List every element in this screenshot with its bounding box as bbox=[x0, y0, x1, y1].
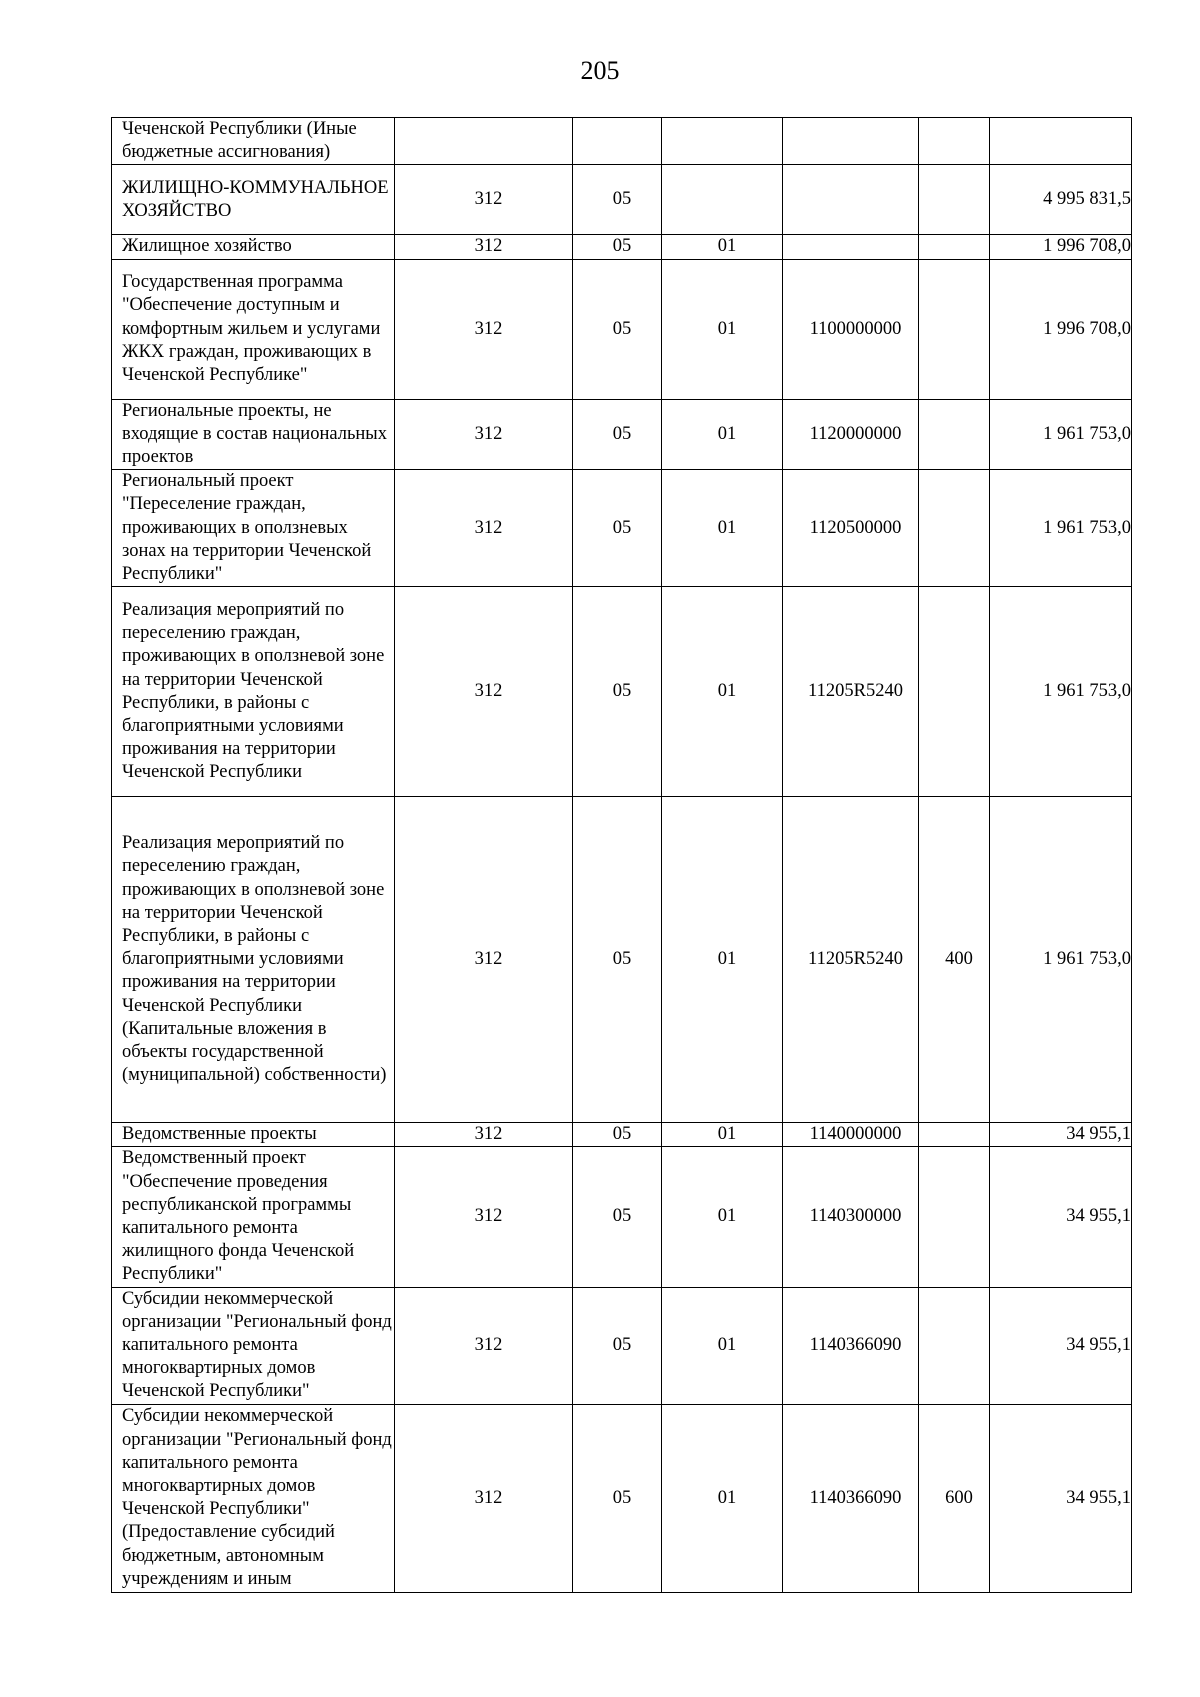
cell-ved: 312 bbox=[395, 470, 573, 587]
table-row bbox=[112, 118, 1132, 165]
table-row bbox=[112, 1123, 1132, 1147]
cell-name: Реализация мероприятий по переселению граждан, проживающих в оползневой зоне на территории Чеченской Республики, в районы с благоприятными условиями проживания на территории Чеченской Республики (Капитальные вложения в объекты государственной (муниципальной) собственности) bbox=[112, 797, 395, 1123]
cell-razdel: 05 bbox=[573, 399, 662, 470]
cell-podrazdel: 01 bbox=[662, 1147, 783, 1287]
cell-ved: 312 bbox=[395, 1404, 573, 1592]
cell-name: Субсидии некоммерческой организации "Региональный фонд капитального ремонта многоквартирных домов Чеченской Республики" bbox=[112, 1287, 395, 1404]
cell-podrazdel: 01 bbox=[662, 1287, 783, 1404]
cell-amount: 1 961 753,0 bbox=[990, 399, 1132, 470]
table-row bbox=[112, 1287, 1132, 1404]
cell-expense-type bbox=[919, 165, 990, 235]
cell-expense-type bbox=[919, 118, 990, 165]
cell-name: Региональный проект "Переселение граждан, проживающих в оползневых зонах на территории Чеченской Республики" bbox=[112, 470, 395, 587]
cell-razdel: 05 bbox=[573, 235, 662, 259]
cell-amount: 1 996 708,0 bbox=[990, 259, 1132, 399]
cell-expense-type bbox=[919, 1287, 990, 1404]
cell-expense-type: 600 bbox=[919, 1404, 990, 1592]
table-row bbox=[112, 399, 1132, 470]
table-row bbox=[112, 259, 1132, 399]
cell-expense-type bbox=[919, 1123, 990, 1147]
cell-expense-type bbox=[919, 470, 990, 587]
cell-razdel: 05 bbox=[573, 470, 662, 587]
cell-target-article: 11205R5240 bbox=[783, 587, 919, 797]
table-row bbox=[112, 587, 1132, 797]
cell-target-article: 1140366090 bbox=[783, 1404, 919, 1592]
cell-name: Чеченской Республики (Иные бюджетные ассигнования) bbox=[112, 118, 395, 165]
cell-name: Региональные проекты, не входящие в состав национальных проектов bbox=[112, 399, 395, 470]
cell-amount: 1 996 708,0 bbox=[990, 235, 1132, 259]
cell-ved: 312 bbox=[395, 1287, 573, 1404]
cell-expense-type bbox=[919, 1147, 990, 1287]
cell-razdel: 05 bbox=[573, 1147, 662, 1287]
table-body bbox=[112, 118, 1132, 1593]
cell-name: ЖИЛИЩНО-КОММУНАЛЬНОЕ ХОЗЯЙСТВО bbox=[112, 165, 395, 235]
cell-amount: 1 961 753,0 bbox=[990, 797, 1132, 1123]
table-row bbox=[112, 165, 1132, 235]
cell-podrazdel bbox=[662, 118, 783, 165]
cell-podrazdel: 01 bbox=[662, 235, 783, 259]
cell-name: Реализация мероприятий по переселению граждан, проживающих в оползневой зоне на территории Чеченской Республики, в районы с благоприятными условиями проживания на территории Чеченской Республики bbox=[112, 587, 395, 797]
cell-amount: 1 961 753,0 bbox=[990, 587, 1132, 797]
cell-amount: 1 961 753,0 bbox=[990, 470, 1132, 587]
cell-razdel: 05 bbox=[573, 1287, 662, 1404]
cell-razdel: 05 bbox=[573, 1404, 662, 1592]
cell-podrazdel: 01 bbox=[662, 1123, 783, 1147]
cell-ved: 312 bbox=[395, 165, 573, 235]
cell-podrazdel: 01 bbox=[662, 587, 783, 797]
cell-ved: 312 bbox=[395, 587, 573, 797]
cell-name: Субсидии некоммерческой организации "Региональный фонд капитального ремонта многоквартирных домов Чеченской Республики" (Предоставление субсидий бюджетным, автономным учреждениям и иным bbox=[112, 1404, 395, 1592]
cell-amount: 34 955,1 bbox=[990, 1404, 1132, 1592]
cell-razdel: 05 bbox=[573, 165, 662, 235]
cell-podrazdel: 01 bbox=[662, 399, 783, 470]
cell-podrazdel: 01 bbox=[662, 1404, 783, 1592]
cell-razdel: 05 bbox=[573, 797, 662, 1123]
cell-target-article: 1140366090 bbox=[783, 1287, 919, 1404]
page-number: 205 bbox=[580, 56, 620, 85]
cell-podrazdel bbox=[662, 165, 783, 235]
cell-target-article: 1120500000 bbox=[783, 470, 919, 587]
cell-expense-type bbox=[919, 235, 990, 259]
cell-target-article: 1140300000 bbox=[783, 1147, 919, 1287]
cell-target-article bbox=[783, 235, 919, 259]
cell-target-article: 1100000000 bbox=[783, 259, 919, 399]
cell-ved: 312 bbox=[395, 1147, 573, 1287]
table-row bbox=[112, 1147, 1132, 1287]
cell-expense-type: 400 bbox=[919, 797, 990, 1123]
cell-ved: 312 bbox=[395, 797, 573, 1123]
cell-target-article bbox=[783, 165, 919, 235]
cell-podrazdel: 01 bbox=[662, 470, 783, 587]
table-row bbox=[112, 470, 1132, 587]
cell-expense-type bbox=[919, 399, 990, 470]
cell-name: Ведомственный проект "Обеспечение проведения республиканской программы капитального ремонта жилищного фонда Чеченской Республики" bbox=[112, 1147, 395, 1287]
cell-expense-type bbox=[919, 259, 990, 399]
cell-name: Ведомственные проекты bbox=[112, 1123, 395, 1147]
table-row bbox=[112, 1404, 1132, 1592]
cell-razdel: 05 bbox=[573, 1123, 662, 1147]
cell-target-article: 1140000000 bbox=[783, 1123, 919, 1147]
cell-ved bbox=[395, 118, 573, 165]
cell-razdel: 05 bbox=[573, 587, 662, 797]
cell-name: Жилищное хозяйство bbox=[112, 235, 395, 259]
cell-podrazdel: 01 bbox=[662, 259, 783, 399]
cell-amount: 34 955,1 bbox=[990, 1287, 1132, 1404]
cell-razdel bbox=[573, 118, 662, 165]
cell-amount: 34 955,1 bbox=[990, 1147, 1132, 1287]
cell-ved: 312 bbox=[395, 399, 573, 470]
cell-amount: 4 995 831,5 bbox=[990, 165, 1132, 235]
cell-name: Государственная программа "Обеспечение доступным и комфортным жильем и услугами ЖКХ граждан, проживающих в Чеченской Республике" bbox=[112, 259, 395, 399]
cell-ved: 312 bbox=[395, 235, 573, 259]
cell-razdel: 05 bbox=[573, 259, 662, 399]
cell-amount bbox=[990, 118, 1132, 165]
budget-table bbox=[111, 117, 1132, 1593]
cell-target-article: 1120000000 bbox=[783, 399, 919, 470]
cell-target-article bbox=[783, 118, 919, 165]
cell-amount: 34 955,1 bbox=[990, 1123, 1132, 1147]
cell-podrazdel: 01 bbox=[662, 797, 783, 1123]
cell-expense-type bbox=[919, 587, 990, 797]
cell-ved: 312 bbox=[395, 1123, 573, 1147]
table-row bbox=[112, 235, 1132, 259]
cell-ved: 312 bbox=[395, 259, 573, 399]
table-row bbox=[112, 797, 1132, 1123]
cell-target-article: 11205R5240 bbox=[783, 797, 919, 1123]
